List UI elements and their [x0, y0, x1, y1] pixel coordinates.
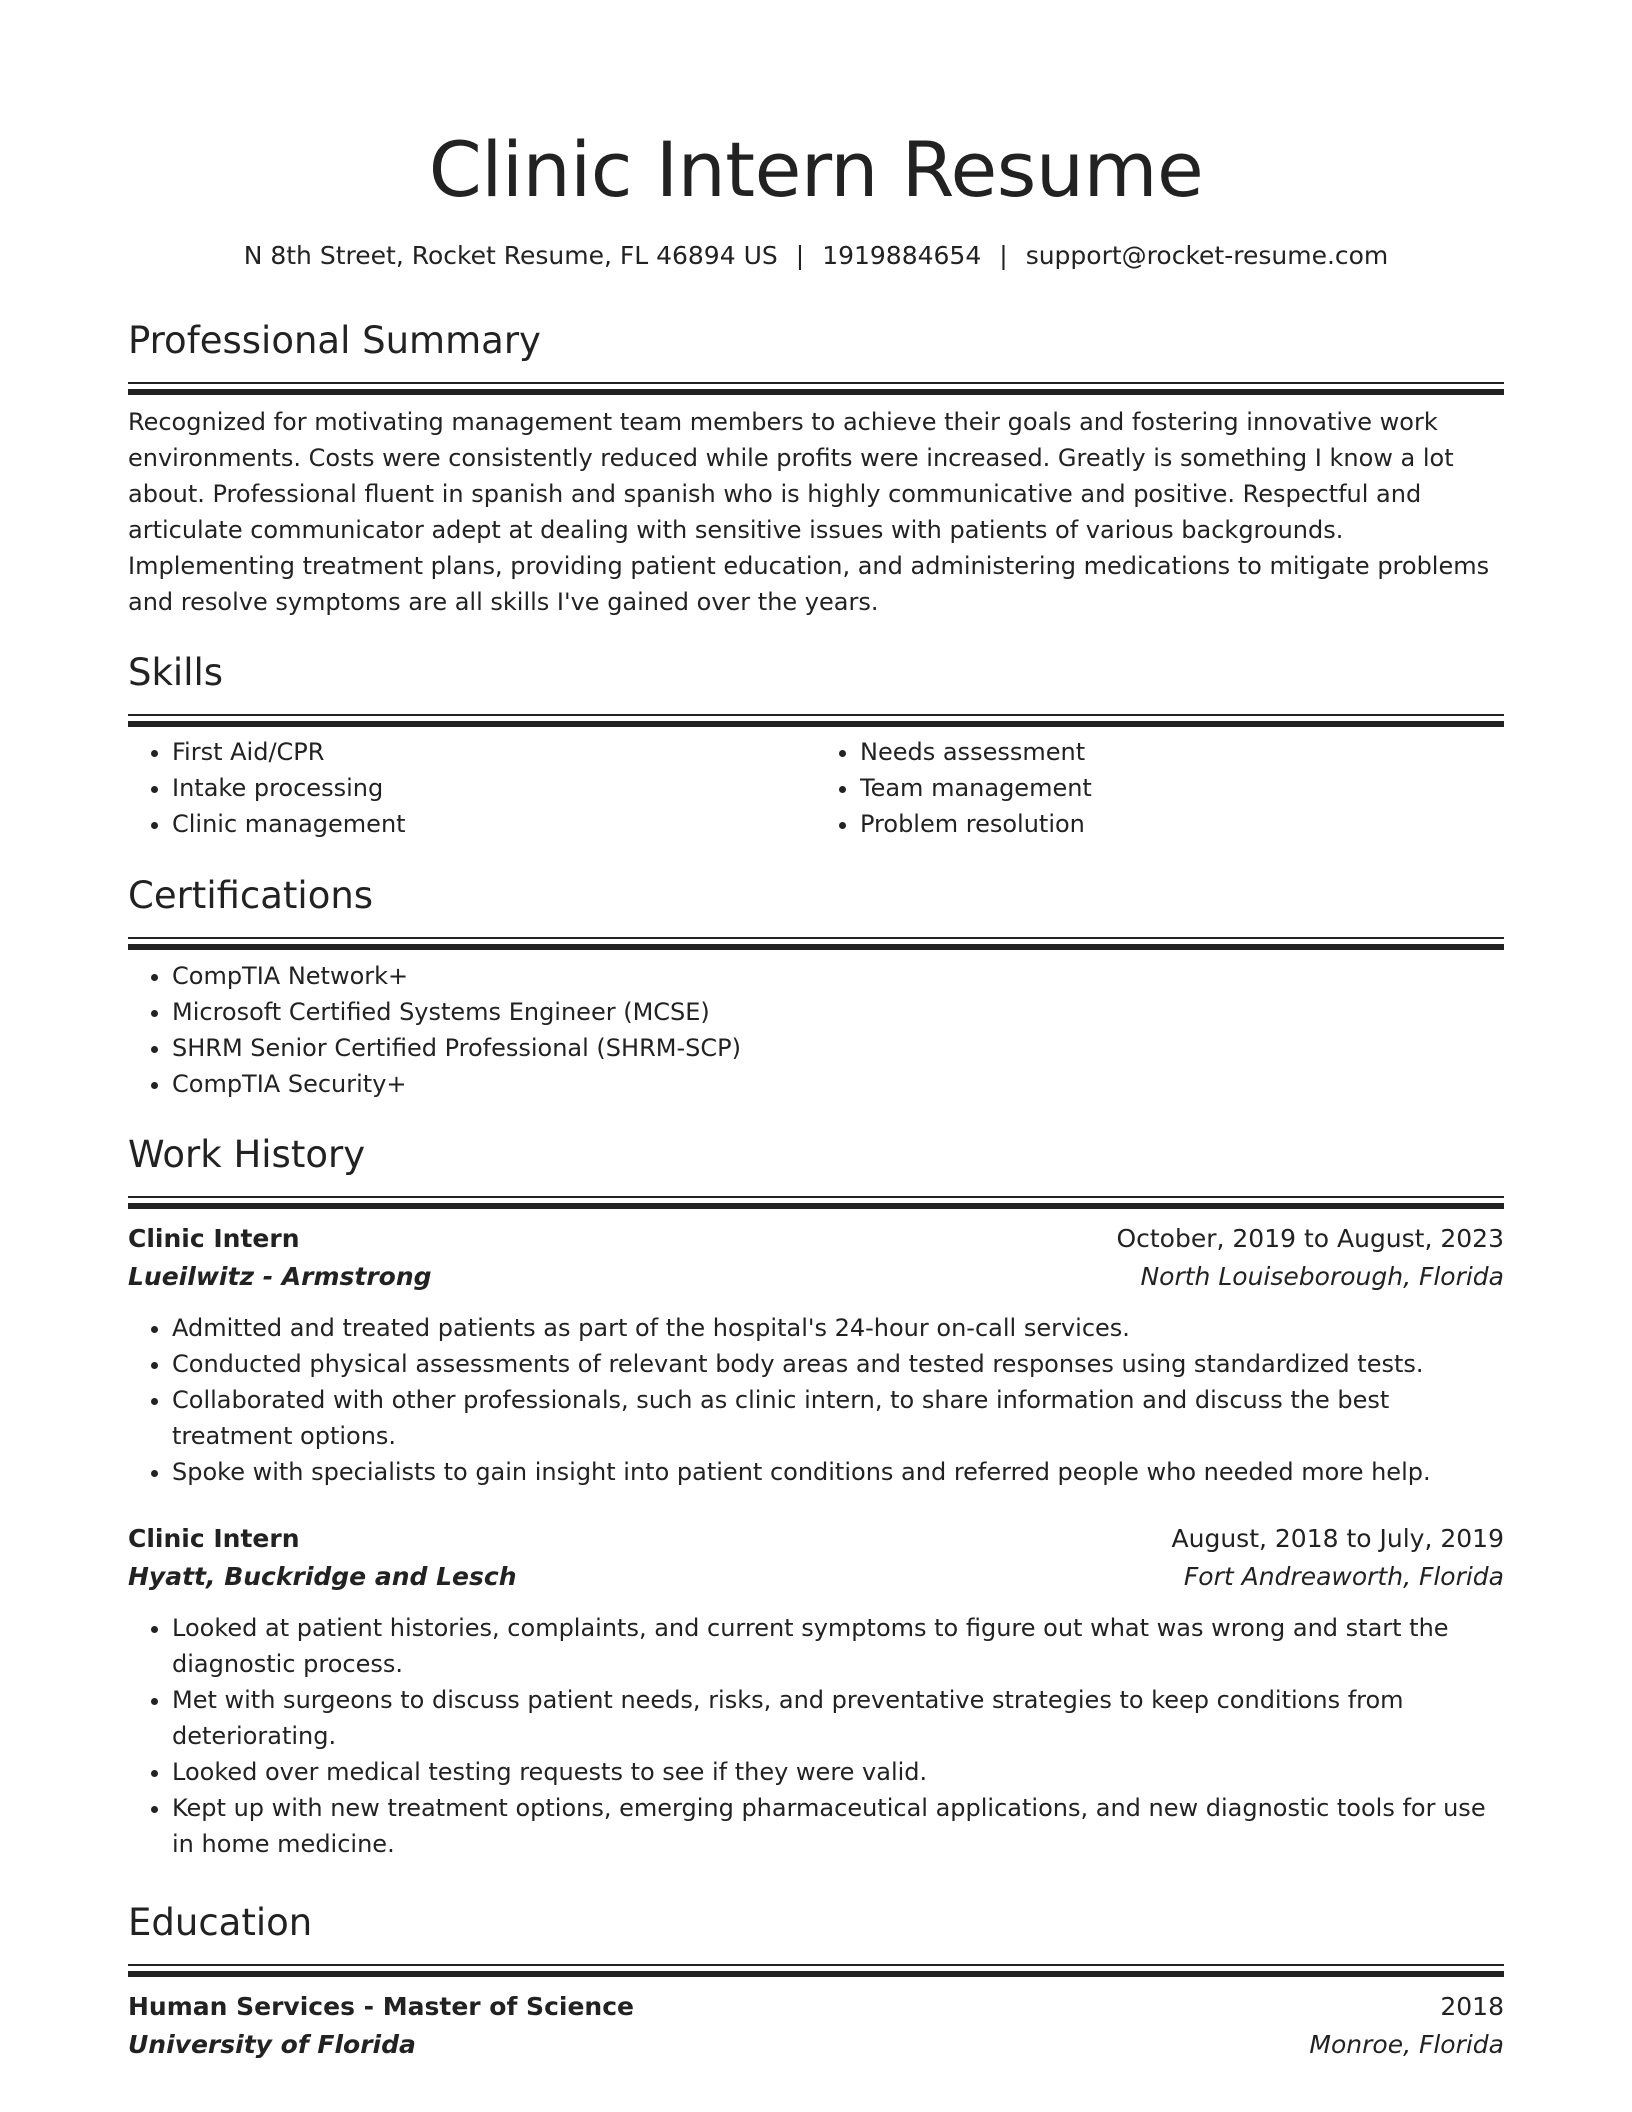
- certification-item: • Microsoft Certified Systems Engineer (MCSE): [172, 994, 1504, 1030]
- contact-address: N 8th Street, Rocket Resume, FL 46894 US: [243, 241, 778, 270]
- section-title-summary: Professional Summary: [128, 319, 541, 362]
- education-subheader: [128, 2026, 1504, 2064]
- job-company: Hyatt, Buckridge and Lesch: [128, 1562, 517, 1591]
- contact-phone: 1919884654: [822, 241, 982, 270]
- job-title: Clinic Intern: [128, 1224, 300, 1253]
- contact-email: support@rocket-resume.com: [1025, 241, 1389, 270]
- section-divider: [128, 1964, 1504, 1978]
- section-divider: [128, 382, 1504, 396]
- education-location: Monroe, Florida: [1309, 2030, 1504, 2059]
- job-entry: [128, 1520, 1504, 1862]
- skill-item: • Clinic management: [172, 806, 816, 842]
- job-company: Lueilwitz - Armstrong: [128, 1262, 432, 1291]
- certification-item: • CompTIA Security+: [172, 1066, 1504, 1102]
- job-subheader: [128, 1558, 1504, 1596]
- section-divider: [128, 1196, 1504, 1210]
- skill-item: • Team management: [860, 770, 1504, 806]
- job-duties-list: [128, 1610, 1504, 1862]
- job-location: Fort Andreaworth, Florida: [1183, 1562, 1504, 1591]
- skills-section: [128, 648, 1504, 842]
- skill-item: • Needs assessment: [860, 734, 1504, 770]
- education-year: 2018: [1440, 1992, 1504, 2021]
- job-duties-list: [128, 1310, 1504, 1490]
- job-entry: [128, 1220, 1504, 1490]
- job-duty: • Kept up with new treatment options, emerging pharmaceutical applications, and new diagnostic tools for use in home medicine.: [172, 1790, 1504, 1862]
- resume-title: Clinic Intern Resume: [428, 125, 1204, 214]
- job-header: [128, 1220, 1504, 1258]
- job-dates: October, 2019 to August, 2023: [1116, 1224, 1504, 1253]
- job-header: [128, 1520, 1504, 1558]
- contact-separator: |: [999, 241, 1008, 270]
- certification-item: • CompTIA Network+: [172, 958, 1504, 994]
- skills-columns: [128, 734, 1504, 842]
- education-school: University of Florida: [128, 2030, 416, 2059]
- certification-item: • SHRM Senior Certified Professional (SHRM-SCP): [172, 1030, 1504, 1066]
- job-duty: • Looked over medical testing requests to see if they were valid.: [172, 1754, 1504, 1790]
- section-divider: [128, 937, 1504, 951]
- job-duty: • Collaborated with other professionals, such as clinic intern, to share information and discuss the best treatment options.: [172, 1382, 1504, 1454]
- certifications-list: [128, 958, 1504, 1102]
- section-divider: [128, 714, 1504, 728]
- section-title-skills: Skills: [128, 651, 224, 694]
- section-title-work-history: Work History: [128, 1133, 366, 1176]
- summary-section: [128, 316, 1504, 620]
- education-header: [128, 1988, 1504, 2026]
- certifications-section: [128, 871, 1504, 1102]
- job-subheader: [128, 1258, 1504, 1296]
- job-duty: • Conducted physical assessments of relevant body areas and tested responses using standardized tests.: [172, 1346, 1504, 1382]
- education-entry: [128, 1988, 1504, 2064]
- skill-item: • Intake processing: [172, 770, 816, 806]
- skill-item: • First Aid/CPR: [172, 734, 816, 770]
- job-duty: • Met with surgeons to discuss patient needs, risks, and preventative strategies to keep conditions from deteriorating.: [172, 1682, 1504, 1754]
- contact-line: [128, 238, 1504, 274]
- section-title-education: Education: [128, 1901, 313, 1944]
- skills-list-right: [816, 734, 1504, 842]
- work-history-section: [128, 1130, 1504, 1862]
- education-degree: Human Services - Master of Science: [128, 1992, 634, 2021]
- job-duty: • Spoke with specialists to gain insight into patient conditions and referred people who needed more help.: [172, 1454, 1504, 1490]
- job-duty: • Admitted and treated patients as part of the hospital's 24-hour on-call services.: [172, 1310, 1504, 1346]
- education-section: [128, 1898, 1504, 2064]
- summary-text: Recognized for motivating management team members to achieve their goals and fostering innovative work environments. Costs were consistently reduced while profits were increased. Greatly is something I know a lot about. Professional fluent in spanish and spanish who is highly communicative and positive. Respectful and articulate communicator adept at dealing with sensitive issues with patients of various backgrounds. Implementing treatment plans, providing patient education, and administering medications to mitigate problems and resolve symptoms are all skills I've gained over the years.: [128, 408, 1490, 616]
- job-title: Clinic Intern: [128, 1524, 300, 1553]
- skill-item: • Problem resolution: [860, 806, 1504, 842]
- section-title-certifications: Certifications: [128, 874, 374, 917]
- job-location: North Louiseborough, Florida: [1140, 1262, 1504, 1291]
- skills-list-left: [128, 734, 816, 842]
- job-dates: August, 2018 to July, 2019: [1171, 1524, 1504, 1553]
- contact-separator: |: [795, 241, 805, 270]
- job-duty: • Looked at patient histories, complaints, and current symptoms to figure out what was wrong and start the diagnostic process.: [172, 1610, 1504, 1682]
